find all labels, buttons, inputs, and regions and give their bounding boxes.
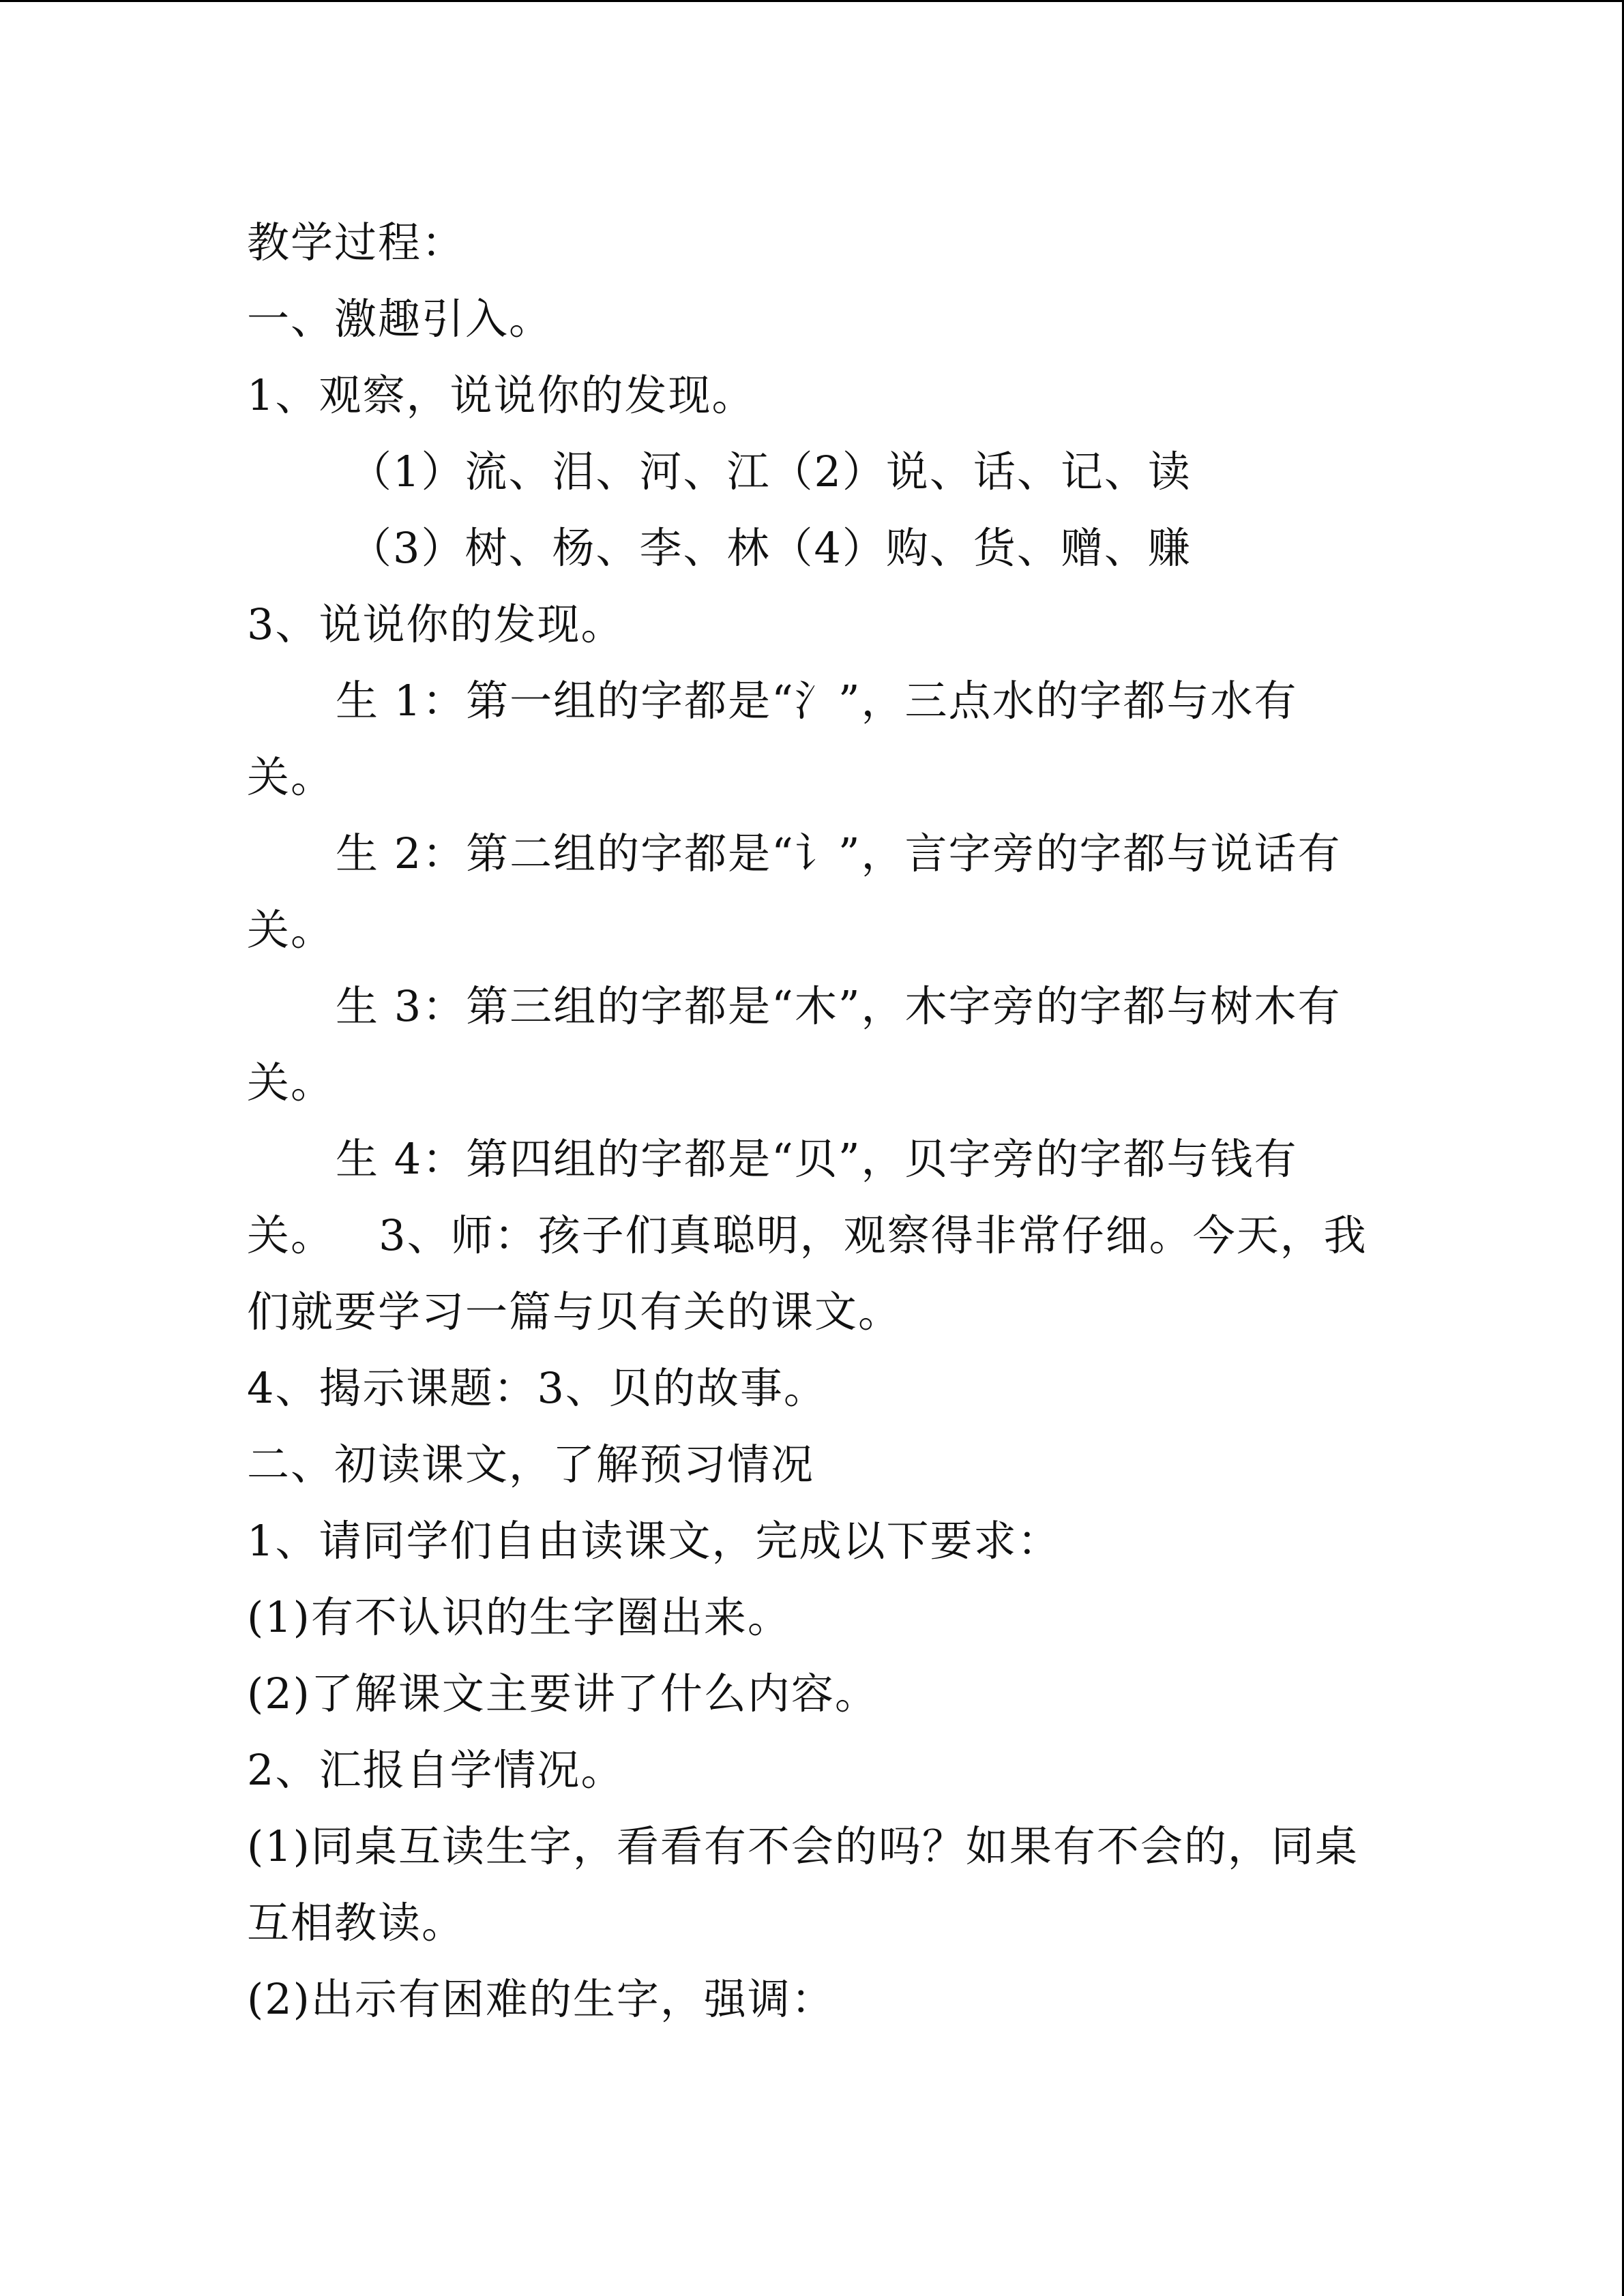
list-item: (2)出示有困难的生字，强调： [247, 1974, 835, 2024]
student-answer-line: 生 3：第三组的字都是“木”，木字旁的字都与树木有 [336, 981, 1342, 1031]
paragraph-line: 关。 [247, 752, 335, 802]
paragraph-line: 3、说说你的发现。 [247, 599, 625, 649]
section-heading-2: 二、初读课文，了解预习情况 [247, 1440, 815, 1489]
list-item: (2)了解课文主要讲了什么内容。 [247, 1669, 879, 1718]
paragraph-line: 互相教读。 [247, 1898, 466, 1948]
student-answer-line: 生 4：第四组的字都是“贝”，贝字旁的字都与钱有 [336, 1134, 1298, 1184]
paragraph-line: 4、揭示课题：3、贝的故事。 [247, 1363, 827, 1413]
paragraph-line: 关。 3、师：孩子们真聪明，观察得非常仔细。今天，我 [247, 1210, 1368, 1260]
section-heading-teaching-process: 教学过程： [247, 218, 466, 267]
paragraph-line: 1、观察，说说你的发现。 [247, 370, 756, 420]
section-heading-1: 一、激趣引入。 [247, 294, 553, 344]
student-answer-line: 生 2：第二组的字都是“讠”，言字旁的字都与说话有 [336, 829, 1342, 878]
paragraph-line: 关。 [247, 1058, 335, 1107]
character-group-line: （3）树、杨、李、林（4）购、货、赠、赚 [349, 523, 1192, 573]
page-top-border [0, 0, 1624, 2]
character-group-line: （1）流、泪、河、江（2）说、话、记、读 [349, 447, 1192, 496]
list-item: (1)同桌互读生字，看看有不会的吗？如果有不会的，同桌 [247, 1821, 1359, 1871]
list-item: (1)有不认识的生字圈出来。 [247, 1592, 791, 1642]
paragraph-line: 们就要学习一篇与贝有关的课文。 [247, 1287, 902, 1337]
document-body [247, 205, 1379, 2038]
student-answer-line: 生 1：第一组的字都是“氵”，三点水的字都与水有 [336, 676, 1298, 726]
paragraph-line: 2、汇报自学情况。 [247, 1745, 625, 1795]
paragraph-line: 关。 [247, 905, 335, 955]
paragraph-line: 1、请同学们自由读课文，完成以下要求： [247, 1516, 1061, 1566]
